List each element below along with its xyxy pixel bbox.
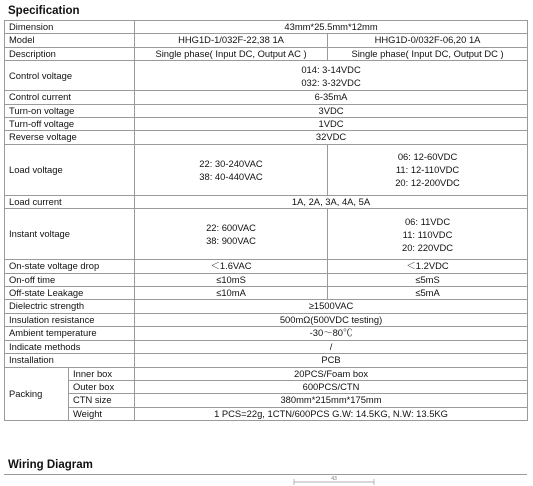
row-on-state-drop <box>5 260 528 273</box>
load-voltage-dc-06: 06: 12-60VDC <box>397 151 458 163</box>
row-description <box>5 47 528 60</box>
row-dielectric-strength <box>5 300 528 313</box>
dimension-value: 43 <box>331 476 337 482</box>
dielectric-strength-label: Dielectric strength <box>5 300 135 313</box>
load-voltage-ac-38: 38: 40-440VAC <box>199 170 263 182</box>
inner-box-value: 20PCS/Foam box <box>135 367 528 380</box>
instant-voltage-dc-06: 06: 11VDC <box>404 215 451 227</box>
row-turn-off-voltage <box>5 118 528 131</box>
reverse-voltage-value: 32VDC <box>135 131 528 144</box>
instant-voltage-ac-22: 22: 600VAC <box>206 222 256 234</box>
off-state-leakage-ac: ≤10mA <box>135 287 328 300</box>
model-dc: HHG1D-0/032F-06,20 1A <box>328 34 528 47</box>
row-ctn-size <box>5 394 528 407</box>
turn-on-voltage-value: 3VDC <box>135 104 528 117</box>
turn-off-voltage-value: 1VDC <box>135 118 528 131</box>
row-instant-voltage <box>5 209 528 260</box>
on-state-drop-label: On-state voltage drop <box>5 260 135 273</box>
on-state-drop-ac: ＜1.6VAC <box>135 260 328 273</box>
row-reverse-voltage <box>5 131 528 144</box>
load-current-value: 1A, 2A, 3A, 4A, 5A <box>135 195 528 208</box>
description-label: Description <box>5 47 135 60</box>
wiring-diagram <box>4 474 527 486</box>
outer-box-label: Outer box <box>69 380 135 393</box>
model-label: Model <box>5 34 135 47</box>
on-off-time-ac: ≤10mS <box>135 273 328 286</box>
row-installation <box>5 354 528 367</box>
dimension-value: 43mm*25.5mm*12mm <box>135 21 528 34</box>
instant-voltage-dc-11: 11: 110VDC <box>402 228 453 240</box>
control-voltage-032: 032: 3-32VDC <box>301 76 361 88</box>
load-voltage-label: Load voltage <box>5 144 135 195</box>
specification-heading: Specification <box>8 5 80 17</box>
insulation-resistance-value: 500mΩ(500VDC testing) <box>135 313 528 326</box>
weight-label: Weight <box>69 407 135 420</box>
dielectric-strength-value: ≥1500VAC <box>135 300 528 313</box>
on-off-time-dc: ≤5mS <box>328 273 528 286</box>
indicate-methods-value: / <box>135 340 528 353</box>
row-on-off-time <box>5 273 528 286</box>
row-weight <box>5 407 528 420</box>
weight-value: 1 PCS=22g, 1CTN/600PCS G.W: 14.5KG, N.W: 13.5KG <box>135 407 528 420</box>
load-voltage-ac-22: 22: 30-240VAC <box>199 157 263 169</box>
ambient-temperature-value: -30～80℃ <box>135 327 528 340</box>
description-ac: Single phase( Input DC, Output AC ) <box>135 47 328 60</box>
turn-on-voltage-label: Turn-on voltage <box>5 104 135 117</box>
control-voltage-014: 014: 3-14VDC <box>301 63 361 75</box>
specification-table <box>4 20 528 421</box>
row-control-current <box>5 91 528 104</box>
wiring-diagram-heading: Wiring Diagram <box>8 459 93 471</box>
row-ambient-temperature <box>5 327 528 340</box>
control-current-value: 6-35mA <box>135 91 528 104</box>
load-voltage-dc-20: 20: 12-200VDC <box>395 177 460 189</box>
on-off-time-label: On-off time <box>5 273 135 286</box>
reverse-voltage-label: Reverse voltage <box>5 131 135 144</box>
inner-box-label: Inner box <box>69 367 135 380</box>
ctn-size-value: 380mm*215mm*175mm <box>135 394 528 407</box>
instant-voltage-dc <box>328 209 528 260</box>
row-model <box>5 34 528 47</box>
row-load-voltage <box>5 144 528 195</box>
installation-value: PCB <box>135 354 528 367</box>
model-ac: HHG1D-1/032F-22,38 1A <box>135 34 328 47</box>
indicate-methods-label: Indicate methods <box>5 340 135 353</box>
load-current-label: Load current <box>5 195 135 208</box>
ambient-temperature-label: Ambient temperature <box>5 327 135 340</box>
dimension-label: Dimension <box>5 21 135 34</box>
load-voltage-dc-11: 11: 12-110VDC <box>395 164 460 176</box>
on-state-drop-dc: ＜1.2VDC <box>328 260 528 273</box>
row-dimension <box>5 21 528 34</box>
outer-box-value: 600PCS/CTN <box>135 380 528 393</box>
load-voltage-dc <box>328 144 528 195</box>
turn-off-voltage-label: Turn-off voltage <box>5 118 135 131</box>
row-load-current <box>5 195 528 208</box>
ctn-size-label: CTN size <box>69 394 135 407</box>
instant-voltage-label: Instant voltage <box>5 209 135 260</box>
row-control-voltage <box>5 61 528 91</box>
control-voltage-values <box>135 61 528 91</box>
row-insulation-resistance <box>5 313 528 326</box>
row-turn-on-voltage <box>5 104 528 117</box>
row-off-state-leakage <box>5 287 528 300</box>
insulation-resistance-label: Insulation resistance <box>5 313 135 326</box>
description-dc: Single phase( Input DC, Output DC ) <box>328 47 528 60</box>
packing-label: Packing <box>5 367 69 421</box>
row-outer-box <box>5 380 528 393</box>
off-state-leakage-dc: ≤5mA <box>328 287 528 300</box>
row-inner-box <box>5 367 528 380</box>
off-state-leakage-label: Off-state Leakage <box>5 287 135 300</box>
instant-voltage-ac <box>135 209 328 260</box>
row-indicate-methods <box>5 340 528 353</box>
instant-voltage-ac-38: 38: 900VAC <box>206 235 256 247</box>
instant-voltage-dc-20: 20: 220VDC <box>401 241 454 253</box>
load-voltage-ac <box>135 144 328 195</box>
control-current-label: Control current <box>5 91 135 104</box>
installation-label: Installation <box>5 354 135 367</box>
control-voltage-label: Control voltage <box>5 61 135 91</box>
